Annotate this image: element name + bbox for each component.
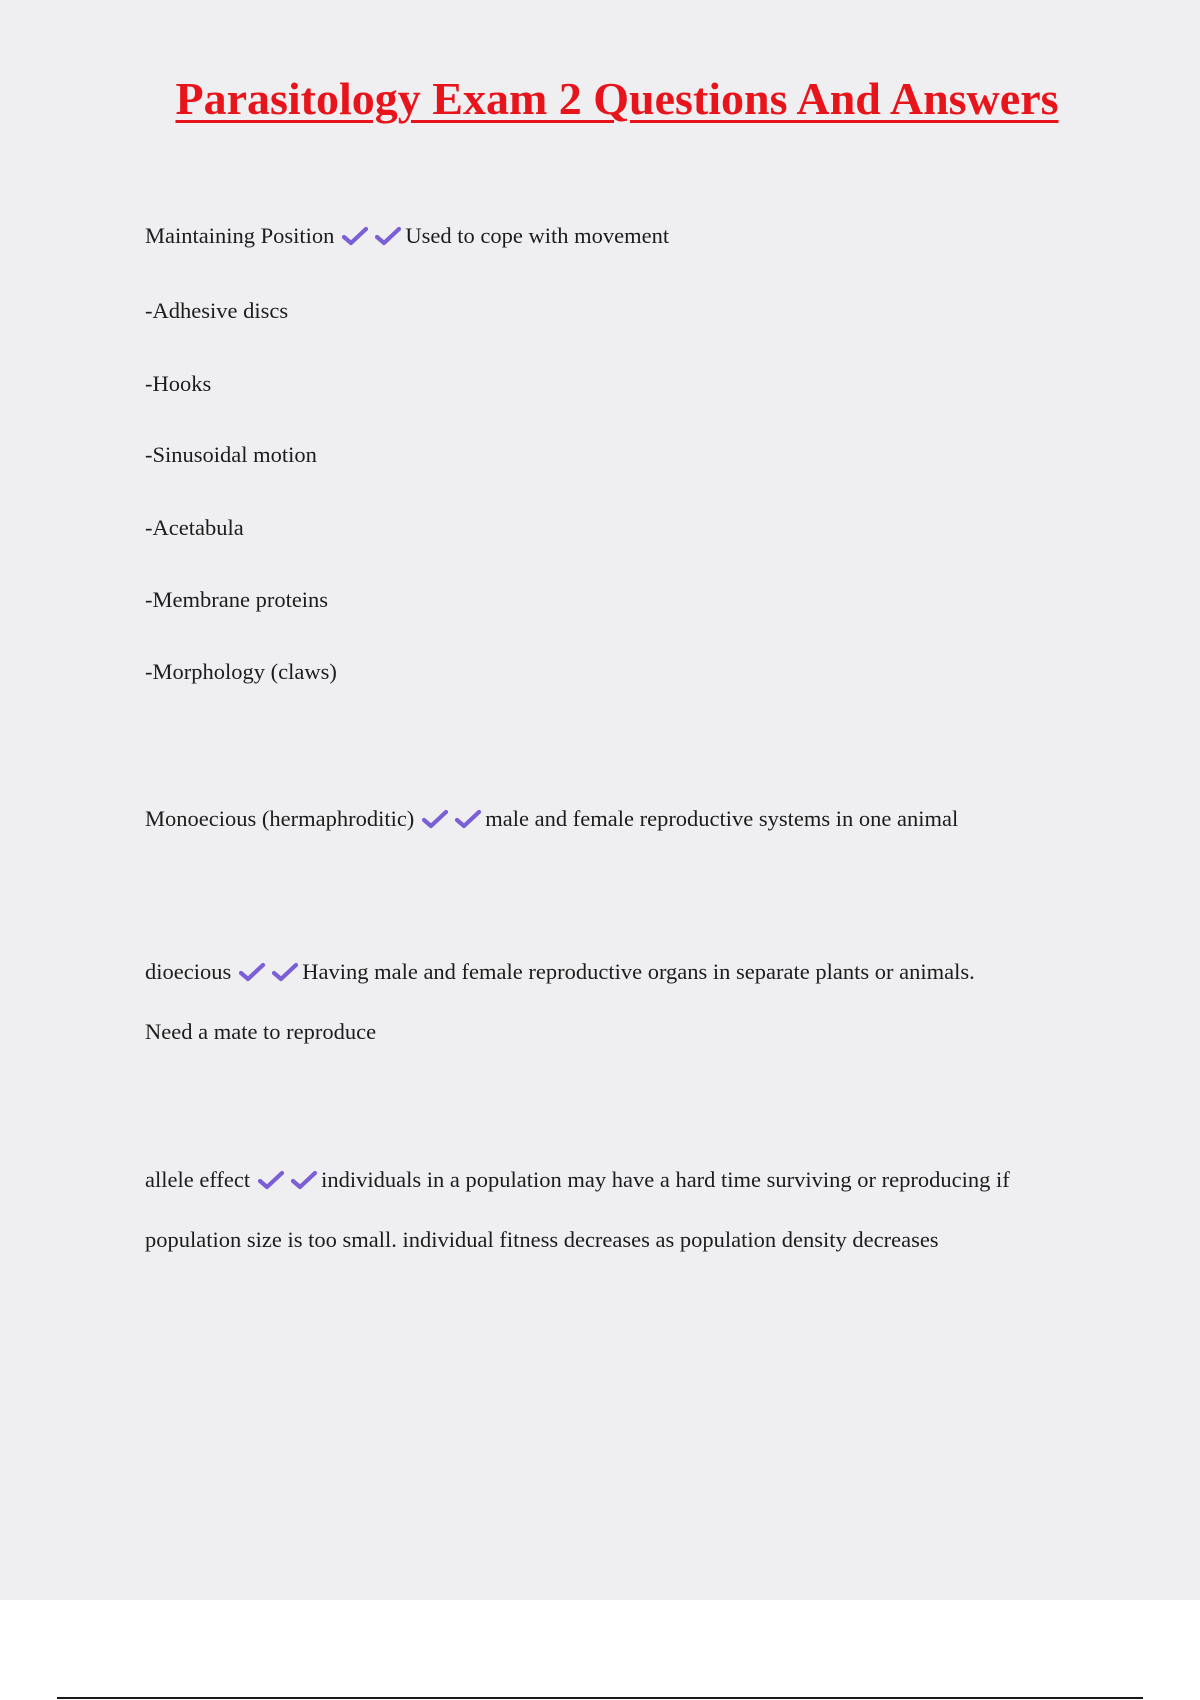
check-icon: [258, 1170, 284, 1190]
entry-term: allele effect: [145, 1167, 251, 1192]
entry-definition: Used to cope with movement: [405, 223, 670, 248]
list-item: -Membrane proteins: [145, 587, 329, 612]
entry-continuation: Need a mate to reproduce: [145, 1019, 377, 1044]
check-icon: [375, 226, 401, 246]
entry-term: Maintaining Position: [145, 223, 335, 248]
entry-definition: Having male and female reproductive organs in separate plants or animals.: [302, 959, 975, 984]
answer-checkmarks: [422, 809, 481, 829]
entry-definition: individuals in a population may have a hard time surviving or reproducing if: [321, 1167, 1010, 1192]
check-icon: [272, 962, 298, 982]
list-item: -Acetabula: [145, 515, 244, 540]
qa-entry-monoecious: [145, 805, 958, 833]
answer-checkmarks: [239, 962, 298, 982]
check-icon: [239, 962, 265, 982]
answer-checkmarks: [258, 1170, 317, 1190]
document-title: Parasitology Exam 2 Questions And Answers: [175, 73, 1059, 124]
answer-checkmarks: [342, 226, 401, 246]
list-item: -Morphology (claws): [145, 659, 337, 684]
list-item: -Hooks: [145, 371, 212, 396]
qa-entry-maintaining-position: [145, 222, 669, 250]
check-icon: [342, 226, 368, 246]
check-icon: [455, 809, 481, 829]
qa-entry-dioecious: [145, 958, 975, 986]
entry-term: dioecious: [145, 959, 232, 984]
footer-divider: [57, 1697, 1143, 1699]
entry-definition: male and female reproductive systems in one animal: [485, 806, 959, 831]
entry-continuation: population size is too small. individual fitness decreases as population density decreases: [145, 1227, 939, 1252]
check-icon: [422, 809, 448, 829]
list-item: -Adhesive discs: [145, 298, 289, 323]
qa-entry-allele-effect: [145, 1166, 1010, 1194]
list-item: -Sinusoidal motion: [145, 442, 317, 467]
entry-term: Monoecious (hermaphroditic): [145, 806, 415, 831]
check-icon: [291, 1170, 317, 1190]
